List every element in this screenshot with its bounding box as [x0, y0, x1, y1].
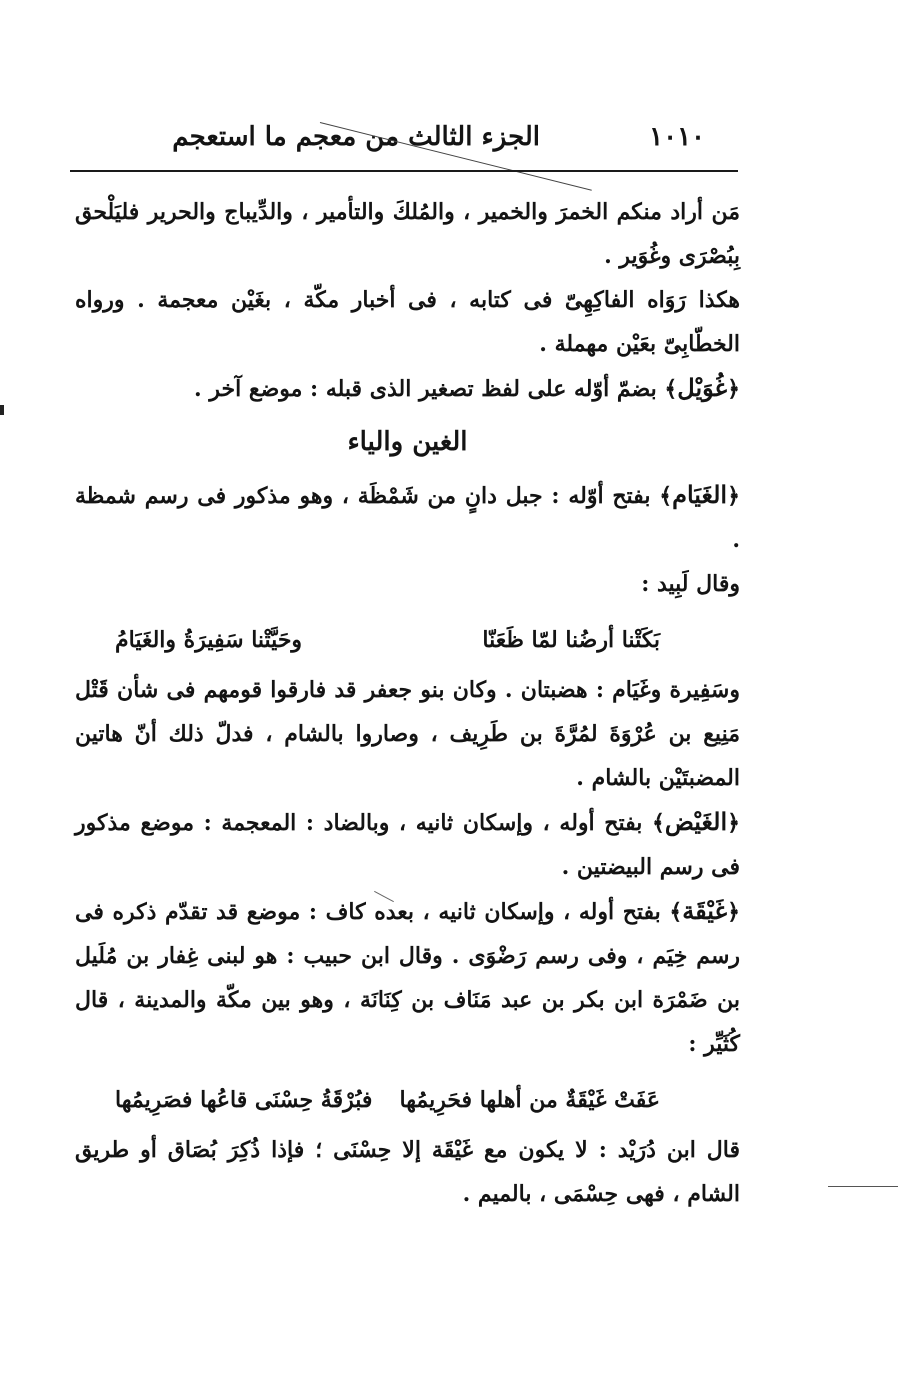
page-number: ١٠١٠	[649, 122, 705, 152]
entry-term: غَيْقَة	[682, 896, 728, 925]
entry-open-bracket: ﴿	[727, 483, 740, 509]
entry-open-bracket: ﴿	[727, 376, 740, 402]
margin-speck	[0, 405, 4, 415]
page-header	[80, 118, 735, 174]
section-heading: الغين والياء	[347, 427, 468, 457]
dictionary-entry	[75, 889, 740, 1066]
paragraph	[75, 278, 740, 366]
verse-first-hemistich: عَفَتْ غَيْقَةٌ من أهلها فحَرِيمُها	[399, 1087, 660, 1113]
entry-close-bracket: ﴾	[659, 483, 673, 509]
paragraph-text: وسَفِيرة وغَيَام : هضبتان . وكان بنو جعفر قد فارقوا قومهم فى شأن قَتْل مَنِيع بن عُرْوَةَ لمُرَّةَ بن طَرِيف ، وصاروا بالشام ، فدلّ ذلك أنّ هاتين المضبتَيْن بالشام .	[75, 677, 740, 791]
verse-second-hemistich: فبُرْقَةُ حِسْنَى قاعُها فصَرِيمُها	[115, 1087, 373, 1113]
poetry-verse	[75, 1072, 740, 1128]
verse-first-hemistich: بَكَتْنا أرضُنا لمّا ظَعَنّا	[482, 627, 660, 653]
paragraph	[75, 562, 740, 606]
paragraph-text: مَن أراد منكم الخمرَ والخمير ، والمُلكَ والتأمير ، والدِّيباج والحرير فليَلْحق بِبُصْرَى وغُوَير .	[75, 199, 740, 269]
entry-term: الغَيَام	[672, 480, 728, 509]
entry-term: غُوَيْل	[677, 373, 728, 402]
entry-definition: بفتح أوله ، وإسكان ثانيه ، بعده كاف : موضع قد تقدّم ذكره فى رسم خِيَم ، وفى رسم رَضْوَى . وقال ابن حبيب : هو لبنى غِفار بن مُلَيل بن ضَمْرَة ابن بكر بن عبد مَنَاف بن كِنَانَة ، وهو بين مكّة والمدينة ، قال كُثَيِّر :	[75, 899, 740, 1057]
paragraph	[75, 1128, 740, 1216]
page-body	[75, 190, 740, 1216]
verse-second-hemistich: وحَيَّتْنا سَفِيرَةُ والغَيَامُ	[115, 627, 303, 653]
entry-close-bracket: ﴾	[669, 899, 683, 925]
dictionary-entry	[75, 473, 740, 562]
dictionary-entry	[75, 800, 740, 889]
entry-close-bracket: ﴾	[652, 810, 665, 836]
entry-term: الغَيْض	[664, 807, 728, 836]
paragraph	[75, 668, 740, 800]
entry-open-bracket: ﴿	[727, 810, 740, 836]
header-rule	[70, 170, 738, 172]
paragraph-text: هكذا رَوَاه الفاكِهِىّ فى كتابه ، فى أخبار مكّة ، بغَيْن معجمة . ورواه الخطّابِىّ بعَيْن مهملة .	[75, 287, 740, 357]
poetry-verse	[75, 612, 740, 668]
entry-definition: بفتح أوله ، وإسكان ثانيه ، وبالضاد : المعجمة : موضع مذكور فى رسم البيضتين .	[75, 810, 740, 880]
paragraph	[75, 190, 740, 278]
running-title: الجزء الثالث من معجم ما استعجم	[172, 122, 540, 152]
paragraph-text: وقال لَبِيد :	[641, 571, 740, 597]
entry-definition: بفتح أوّله : جبل دانٍ من شَمْظَة ، وهو مذكور فى رسم شمظة .	[75, 483, 740, 553]
margin-stray-line	[828, 1186, 898, 1187]
entry-definition: بضمّ أوّله على لفظ تصغير الذى قبله : موضع آخر .	[194, 376, 665, 402]
paragraph-text: قال ابن دُرَيْد : لا يكون مع غَيْقَة إلا حِسْنَى ؛ فإذا ذُكِرَ بُصَاق أو طريق الشام ، فهى حِسْمَى ، بالميم .	[75, 1137, 740, 1207]
dictionary-entry	[75, 366, 740, 411]
entry-close-bracket: ﴾	[664, 376, 678, 402]
entry-open-bracket: ﴿	[727, 899, 740, 925]
